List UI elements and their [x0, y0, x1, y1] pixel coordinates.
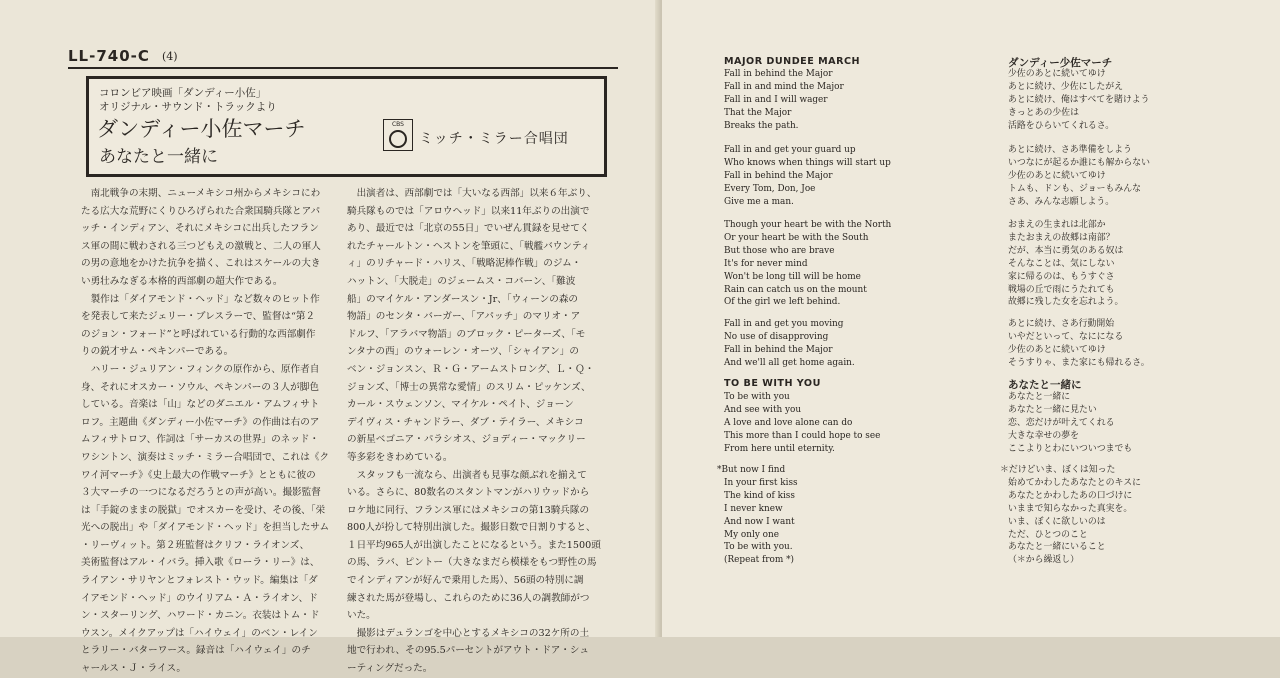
- lyric-line: My only one: [724, 529, 779, 540]
- song2-jp-stanza-1: [1008, 391, 1132, 456]
- text-line: デイヴィス・チャンドラー、ダブ・テイラー、メキシコ: [347, 416, 584, 428]
- text-line: ワシントン、演奏はミッチ・ミラー合唱団で、これは《ク: [81, 451, 330, 463]
- song1-jp-stanza-4: [1008, 318, 1150, 370]
- title-box: [86, 76, 607, 177]
- text-line: ３大マーチの一つになるだろうとの声が高い。撮影監督: [81, 487, 321, 499]
- lyric-line: あなたとかわしたあの口づけに: [1008, 490, 1133, 501]
- lyric-line: さあ、みんな志願しよう。: [1008, 196, 1115, 207]
- lyric-line: I never knew: [724, 503, 783, 514]
- lyric-line: And see with you: [724, 404, 802, 415]
- text-line: ・リーヴィット。第２班監督はクリフ・ライオンズ、: [81, 539, 310, 551]
- text-line: ハットン、「大脱走」のジェームス・コバーン、「難波: [347, 275, 576, 287]
- lyric-line: あとに続け、さあ準備をしよう: [1008, 145, 1132, 155]
- text-line: れたチャールトン・ヘストンを筆頭に、「戦艦バウンティ: [347, 240, 591, 252]
- lyric-line: 戦場の丘で雨にうたれても: [1008, 284, 1115, 295]
- header-rule: [68, 67, 618, 69]
- text-line: 身、それにオスカー・ソウル、ペキンパーの３人が脚色: [81, 381, 319, 393]
- cbs-logo-icon: [383, 119, 413, 151]
- lyric-line: またおまえの故郷は南部？: [1008, 232, 1115, 243]
- lyric-line: Fall in behind the Major: [724, 69, 833, 79]
- logo-text: CBS: [391, 121, 404, 128]
- lyric-line: いま、ぼくに欲しいのは: [1008, 516, 1106, 527]
- text-line: ロフ。主題曲《ダンディー小佐マーチ》の作曲は右のア: [81, 416, 320, 428]
- lyric-line: 少佐のあとに続いてゆけ: [1008, 69, 1106, 79]
- text-line: ッチ・インディアン、それにメキシコに出兵したフラン: [81, 223, 319, 235]
- lyric-line: （＊から繰返し）: [1008, 555, 1079, 566]
- text-line: 等多彩をきわめている。: [347, 451, 453, 463]
- text-line: 美術監督はアル・イバラ。挿入歌《ローラ・リー》は、: [81, 557, 320, 569]
- text-line: でインディアンが好んで乗用した馬）、56頭の特別に調: [347, 575, 584, 587]
- song1-jp-stanza-2: [1008, 144, 1150, 209]
- lyric-line: だが、本当に勇気のある奴は: [1008, 245, 1124, 256]
- text-line: ィ」のリチャード・ハリス、「戦略泥棒作戦」のジム・: [347, 258, 582, 270]
- lyric-line: 活路をひらいてくれるさ。: [1008, 120, 1115, 131]
- text-line: ン・スターリング、ハワード・カニン。衣装はトム・ド: [81, 610, 320, 622]
- text-line: 物語」のセンタ・バーガー、「アパッチ」のマリオ・ア: [347, 311, 581, 323]
- text-line: ウスン。メイクアップは「ハイウェイ」のベン・レイン: [81, 627, 318, 639]
- lyric-line: ここよりとわにいついつまでも: [1008, 443, 1133, 454]
- lyric-line: 始めてかわしたあなたとのキスに: [1008, 477, 1141, 488]
- lyric-line: From here until eternity.: [724, 443, 835, 454]
- lyric-line: ただ、ひとつのこと: [1008, 529, 1088, 540]
- lyric-line: あとに続け、さあ行動開始: [1008, 319, 1115, 329]
- text-line: 出演者は、西部劇では「大いなる西部」以来６年ぶり、: [347, 188, 597, 199]
- lyric-line: Fall in and get your guard up: [724, 145, 856, 155]
- text-line: のジョン・フォード”と呼ばれている行動的な西部劇作: [81, 328, 316, 340]
- lyric-line: Fall in behind the Major: [724, 344, 833, 355]
- logo-eye-icon: [389, 130, 407, 148]
- text-line: 練された馬が登場し、これらのために36人の調教師がつ: [347, 592, 590, 604]
- text-line: カール・スウェンソン、マイケル・ペイト、ジョーン: [347, 399, 574, 411]
- lyric-line: And we'll all get home again.: [724, 357, 855, 368]
- lyric-line: あなたと一緒に見たい: [1008, 404, 1097, 415]
- lyric-line: A love and love alone can do: [724, 417, 853, 428]
- song2-en-stanza-2: [717, 464, 798, 567]
- lyric-line: But those who are brave: [724, 245, 835, 256]
- lyric-line: そんなことは、気にしない: [1008, 258, 1115, 269]
- lyric-line: Of the girl we left behind.: [724, 297, 841, 308]
- song1-title-jp: ダンディー少佐マーチ: [1008, 57, 1113, 69]
- lyric-line: Rain can catch us on the mount: [724, 284, 867, 295]
- text-line: あり、最近では「北京の55日」でいぜん貫録を見せてく: [347, 223, 590, 235]
- lyric-line: Or your heart be with the South: [724, 232, 869, 243]
- text-line: ライアン・サリヤンとフォレスト・ウッド。編集は「ダ: [81, 575, 318, 587]
- text-line: たる広大な荒野にくりひろげられた合衆国騎兵隊とアパ: [81, 205, 321, 217]
- song2-jp-stanza-2: [1000, 464, 1141, 567]
- lyric-line: 家に帰るのは、もうすぐさ: [1008, 271, 1115, 282]
- text-line: ワイ河マーチ》《史上最大の作戦マーチ》とともに彼の: [81, 469, 316, 481]
- text-line: スタッフも一流なら、出演者も見事な顔ぶれを揃えて: [347, 469, 587, 481]
- text-line: 騎兵隊ものでは「アロウヘッド」以来11年ぶりの出演で: [347, 205, 590, 217]
- lyric-line: Fall in behind the Major: [724, 170, 833, 181]
- text-line: とラリー・バターワース。録音は「ハイウェイ」のチ: [81, 645, 311, 657]
- text-line: ムフィサトロフ、作詞は「サーカスの世界」のネッド・: [81, 434, 320, 446]
- text-line: い勇壮みなぎる本格的西部劇の超大作である。: [81, 275, 283, 287]
- song1-jp-stanza-3: [1008, 219, 1123, 309]
- lyric-line: Fall in and I will wager: [724, 94, 828, 105]
- lyric-line: いやだといって、なにになる: [1008, 331, 1124, 342]
- text-line: の男の意地をかけた抗争を描く、これはスケールの大き: [81, 258, 321, 270]
- song1-jp-stanza-1: [1008, 68, 1149, 133]
- text-line: は「手錠のままの脱獄」でオスカーを受け、その後、「栄: [81, 504, 326, 516]
- text-line: 船」のマイケル・アンダースン・Jr、「ウィーンの森の: [347, 293, 579, 305]
- text-line: りの鋭才サム・ペキンパーである。: [81, 346, 234, 358]
- lyric-line: あとに続け、俺はすべてを賭けよう: [1008, 94, 1150, 105]
- song1-en-stanza-1: [724, 68, 844, 133]
- lyric-line: To be with you: [724, 392, 790, 402]
- song2-title-en: TO BE WITH YOU: [724, 378, 821, 389]
- page-number: (4): [162, 50, 178, 63]
- text-line: ジョンズ、「博士の異常な愛情」のスリム・ピッケンズ、: [347, 381, 591, 393]
- text-line: ャールス・Ｊ・ライス。: [81, 663, 186, 675]
- lyric-line: Fall in and get you moving: [724, 319, 844, 329]
- lyric-line: In your first kiss: [724, 477, 798, 488]
- lyric-line: Won't be long till will be home: [724, 271, 861, 282]
- lyric-line: *But now I find: [717, 465, 786, 475]
- artist-name: ミッチ・ミラー合唱団: [419, 131, 569, 147]
- text-line: ハリー・ジュリアン・フィンクの原作から、原作者自: [81, 363, 320, 375]
- lyric-line: The kind of kiss: [724, 490, 795, 501]
- text-line: １日平均965人が出演したことになるという。また1500頭: [347, 539, 601, 551]
- text-line: を発表して来たジェリー・ブレスラーで、監督は“第２: [81, 311, 316, 323]
- text-line: ス軍の間に戦わされる三つどもえの激戦と、二人の軍人: [81, 240, 321, 252]
- text-line: ベン・ジョンスン、Ｒ・Ｇ・アームストロング、Ｌ・Ｑ・: [347, 363, 595, 375]
- text-line: 製作は「ダイアモンド・ヘッド」など数々のヒット作: [81, 293, 320, 305]
- lyric-line: あなたと一緒にいること: [1008, 542, 1106, 553]
- film-credit-line: コロンビア映画「ダンディー小佐」: [99, 87, 267, 99]
- lyric-line: 恋、恋だけが叶えてくれる: [1008, 417, 1115, 428]
- lyric-line: Give me a man.: [724, 196, 794, 207]
- lyric-line: 少佐のあとに続いてゆけ: [1008, 170, 1106, 181]
- liner-notes-column-2: [347, 185, 601, 678]
- record-subtitle: あなたと一緒に: [99, 147, 218, 167]
- lyric-line: To be with you.: [724, 542, 793, 553]
- lyric-line: (Repeat from *): [724, 555, 795, 566]
- lyric-line: Fall in and mind the Major: [724, 81, 844, 92]
- lyric-line: あとに続け、少佐にしたがえ: [1008, 81, 1124, 92]
- lyric-line: おまえの生まれは北部か: [1008, 220, 1106, 230]
- text-line: の馬、ラバ、ピントー（大きなまだら模様をもつ野性の馬: [347, 557, 597, 569]
- text-line: ーティングだった。: [347, 663, 433, 675]
- song1-title-en: MAJOR DUNDEE MARCH: [724, 56, 861, 67]
- lyric-line: Though your heart be with the North: [724, 220, 892, 230]
- text-line: イアモンド・ヘッド」のウイリアム・Ａ・ライオン、ド: [81, 592, 318, 604]
- lyric-line: It's for never mind: [724, 258, 808, 269]
- text-line: 地で行われ、その95.5パーセントがアウト・ドア・シュ: [347, 645, 589, 657]
- lyric-line: トムも、ドンも、ジョーもみんな: [1008, 183, 1141, 194]
- lyric-line: Every Tom, Don, Joe: [724, 183, 816, 194]
- text-line: ドルフ、「アラバマ物語」のブロック・ピーターズ、「モ: [347, 328, 586, 340]
- lyric-line: No use of disapproving: [724, 331, 829, 342]
- lyric-line: そうすりゃ、また家にも帰れるさ。: [1008, 357, 1150, 368]
- lyric-line: 大きな幸せの夢を: [1008, 430, 1079, 441]
- text-line: 南北戦争の末期、ニューメキシコ州からメキシコにわ: [81, 188, 321, 199]
- song1-en-stanza-3: [724, 219, 891, 309]
- record-title: ダンディー小佐マーチ: [97, 117, 306, 141]
- text-line: の新星ベゴニア・パラシオス、ジョディー・マックリー: [347, 434, 586, 446]
- soundtrack-line: オリジナル・サウンド・トラックより: [99, 101, 277, 113]
- liner-notes-column-1: [81, 185, 329, 678]
- lyric-line: 故郷に残した女を忘れよう。: [1008, 297, 1124, 308]
- lyric-line: And now I want: [724, 516, 795, 527]
- lyric-line: 少佐のあとに続いてゆけ: [1008, 344, 1106, 355]
- lyric-line: きっとあの少佐は: [1008, 107, 1079, 118]
- text-line: 光への脱出」や「ダイアモンド・ヘッド」を担当したサム: [81, 522, 330, 534]
- lyric-line: いままで知らなかった真実を。: [1008, 503, 1133, 514]
- text-line: いる。さらに、80数名のスタントマンがハリウッドから: [347, 487, 590, 499]
- text-line: ロケ地に同行、フランス軍にはメキシコの第13騎兵隊の: [347, 504, 590, 516]
- song1-en-stanza-4: [724, 318, 855, 370]
- lyric-line: That the Major: [724, 107, 792, 118]
- text-line: している。音楽は「山」などのダニエル・アムフィサト: [81, 399, 320, 411]
- lyric-line: ＊だけどいま、ぼくは知った: [1000, 465, 1116, 475]
- song2-title-jp: あなたと一緒に: [1008, 379, 1082, 391]
- text-line: 撮影はデュランゴを中心とするメキシコの32ケ所の土: [347, 627, 590, 639]
- catalog-number: LL-740-C: [68, 47, 150, 65]
- text-line: 800人が扮して特別出演した。撮影日数で日割りすると、: [347, 522, 596, 534]
- text-line: ンタナの西」のウォーレン・オーツ、「シャイアン」の: [347, 346, 579, 358]
- lyric-line: Who knows when things will start up: [724, 157, 891, 168]
- song1-en-stanza-2: [724, 144, 891, 209]
- song2-en-stanza-1: [724, 391, 880, 456]
- text-line: いた。: [347, 610, 376, 622]
- lyric-line: Breaks the path.: [724, 120, 799, 131]
- lyric-line: いつなにが起るか誰にも解からない: [1008, 157, 1150, 168]
- lyric-line: This more than I could hope to see: [724, 430, 881, 441]
- lyric-line: あなたと一緒に: [1008, 392, 1071, 402]
